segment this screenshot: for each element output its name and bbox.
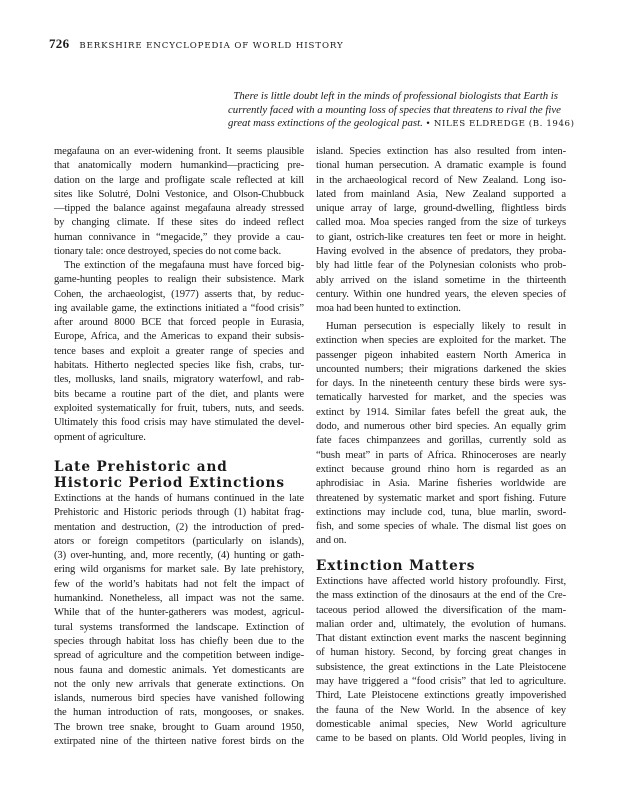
text-line: bits became a routine part of the diet, and plants were xyxy=(54,388,304,400)
text-line: ing available game, the extinctions initiated a “food crisis” xyxy=(54,302,304,314)
text-line: tional human persecution. A dramatic example is found xyxy=(316,160,566,172)
text-line: Human persecution is especially likely to result in xyxy=(326,321,566,332)
text-line: ably arrived on the island sometime in the thirteenth xyxy=(316,274,566,286)
text-line: (3) over-hunting, and, more recently, (4) hunting or gath- xyxy=(54,550,304,562)
text-line: after around 8000 BCE that forced people in Eurasia, xyxy=(54,317,304,329)
text-line: fish, and some species of whale. The dismal list goes on xyxy=(316,521,566,533)
text-line: unique array of large, ground-dwelling, flightless birds xyxy=(316,203,566,215)
epigraph-line-last xyxy=(228,117,575,132)
heading-line: Late Prehistoric and xyxy=(54,459,228,475)
text-line: to giant, ostrich-like creatures ten feet or more in height. xyxy=(316,231,566,243)
text-line: The extinction of the megafauna must have forced big- xyxy=(64,260,304,271)
text-line: Extinctions have affected world history profoundly. First, xyxy=(316,576,566,587)
text-line: game-hunting peoples to realign their subsistence. Mark xyxy=(54,274,304,286)
epigraph-line: There is little doubt left in the minds of professional biologists that Earth is xyxy=(233,90,558,102)
text-line: nous fauna and domestic animals. Yet domesticants are xyxy=(54,664,304,676)
text-line: the human introduction of rats, mongooses, or snakes. xyxy=(54,707,304,719)
text-line: “bush meat” in parts of Africa. Rhinoceroses are nearly xyxy=(316,449,566,461)
text-line: species through habitat loss has chiefly been due to the xyxy=(54,635,304,647)
text-line: sites like Solutré, Dolni Vestonice, and Olson-Chubbuck xyxy=(54,188,304,200)
text-line: taceous period allowed the diversification of the mam- xyxy=(316,604,566,616)
text-line: threatened by systematic market and sport fishing. Future xyxy=(316,492,566,504)
text-line: opment of agriculture. xyxy=(54,431,146,443)
epigraph-quote xyxy=(228,90,575,132)
text-line: century. Within one hundred years, the eleven species of xyxy=(316,288,566,300)
text-line: spread of agriculture and the competition between indige- xyxy=(54,650,304,662)
text-line: malian order and, ultimately, the evolution of humans. xyxy=(316,618,566,630)
text-line: humankind. Nonetheless, all impact was not the same. xyxy=(54,593,304,605)
page-number: 726 xyxy=(49,36,70,51)
text-line: of human history. Second, by forcing great changes in xyxy=(316,647,566,659)
bullet-separator: • xyxy=(425,119,432,130)
text-line: dodo, and numerous other bird species. An equally grim xyxy=(316,421,566,433)
text-line: extinct by 1914. Similar fates befell the great auk, the xyxy=(316,406,566,418)
text-line: Cohen, the archaeologist, (1977) asserts that, by reduc- xyxy=(54,288,304,300)
text-line: ering wild organisms for market sale. By late prehistory, xyxy=(54,564,304,576)
text-line: lated from mainland Asia, New Zealand supported a xyxy=(316,188,566,200)
text-line: The brown tree snake, brought to Guam around 1950, xyxy=(54,721,304,733)
text-line: the mass extinction of the dinosaurs at the end of the Cre- xyxy=(316,590,566,602)
text-line: extinctions may include cod, tuna, blue marlin, sword- xyxy=(316,506,566,518)
heading-line: Historic Period Extinctions xyxy=(54,474,285,491)
body-paragraph xyxy=(316,320,566,549)
text-line: the fauna of the New World. In the absence of key xyxy=(316,704,566,716)
heading-line: Extinction Matters xyxy=(316,558,476,574)
text-line: dation on the large and profligate scale reflected at kill xyxy=(54,174,304,186)
text-line: aphrodisiac in Asia. Marine fisheries worldwide are xyxy=(316,478,566,490)
body-paragraph xyxy=(316,145,566,317)
text-line: Having evolved in the absence of predators, they proba- xyxy=(316,246,566,258)
text-line: extinction when species are exploited for the market. The xyxy=(316,335,566,347)
text-line: Ultimately this food crisis may have stimulated the devel- xyxy=(54,417,304,429)
text-line: and on. xyxy=(316,535,347,547)
text-line: fate faces chimpanzees and gorillas, currently sold as xyxy=(316,435,566,447)
text-line: Third, Late Pleistocene extinctions greatly impoverished xyxy=(316,690,566,702)
running-head xyxy=(49,35,344,53)
text-line: uncounted numbers; their migrations darkened the skies xyxy=(316,363,566,375)
text-line: tematically harvested for market, and the species was xyxy=(316,392,566,404)
text-line: in the archaeological record of New Zealand. Long iso- xyxy=(316,174,566,186)
text-line: bly had little fear of the Polynesian colonists who prob- xyxy=(316,260,566,272)
text-line: tural systems transformed the landscape. Extinction of xyxy=(54,621,304,633)
text-line: exploited systematically for fruit, tubers, nuts, and seeds. xyxy=(54,402,304,414)
text-line: passenger pigeon inhabited eastern North America in xyxy=(316,349,566,361)
text-line: by changing climate. If these sites do indeed reflect xyxy=(54,217,304,229)
text-line: megafauna on an ever-widening front. It seems plausible xyxy=(54,146,304,157)
text-line: While that of the hunter-gatherers was modest, agricul- xyxy=(54,607,304,619)
text-line: —tipped the balance against megafauna already stressed xyxy=(54,203,304,215)
text-line: extinct because ground rhino horn is regarded as an xyxy=(316,463,566,475)
text-line: ators or foreign competitors (particularly on islands), xyxy=(54,535,304,547)
text-line: island. Species extinction has also resulted from inten- xyxy=(316,146,566,157)
section-heading-late-prehistoric xyxy=(54,460,304,491)
text-line: not the only new arrivals that generate extinctions. On xyxy=(54,678,304,690)
text-line: tionary tale: once destroyed, species do not come back. xyxy=(54,246,281,258)
text-line: islands, numerous bird species have vanished following xyxy=(54,693,304,705)
text-line: came to be based on plants. Old World peoples, living in xyxy=(316,733,566,745)
book-title: BERKSHIRE ENCYCLOPEDIA OF WORLD HISTORY xyxy=(79,41,344,51)
section-heading-extinction-matters xyxy=(316,559,566,575)
text-line: habitats. Hitherto neglected species like fish, crabs, tur- xyxy=(54,360,304,372)
text-line: for days. In the nineteenth century these birds were sys- xyxy=(316,378,566,390)
epigraph-attribution: NILES ELDREDGE (B. 1946) xyxy=(433,119,575,130)
text-line: mentation and destruction, (2) the introduction of pred- xyxy=(54,521,304,533)
text-line: tles, mollusks, land snails, migratory waterfowl, and rab- xyxy=(54,374,304,386)
text-line: may have triggered a “food crisis” that led to agriculture. xyxy=(316,676,566,688)
body-paragraph xyxy=(54,492,304,749)
body-paragraph xyxy=(54,259,304,445)
text-line: extirpated nine of the thirteen native forest birds on the xyxy=(54,736,304,748)
body-paragraph xyxy=(54,145,304,259)
text-line: moa had been hunted to extinction. xyxy=(316,303,461,315)
text-line: Extinctions at the hands of humans continued in the late xyxy=(54,493,304,504)
body-paragraph xyxy=(316,575,566,747)
text-line: tence bases and exploit a greater range of species and xyxy=(54,345,304,357)
text-line: That distant extinction event marks the nascent beginning xyxy=(316,633,566,645)
text-line: Prehistoric and Historic periods through (1) habitat frag- xyxy=(54,507,304,519)
text-line: domesticable animal species, New World agriculture xyxy=(316,718,566,730)
text-line: Europe, Africa, and the Americas to expand their subsis- xyxy=(54,331,304,343)
text-line: called moa. Moa species ranged from the size of turkeys xyxy=(316,217,566,229)
text-line: that anatomically modern humankind—practicing pre- xyxy=(54,160,304,172)
text-line: subsistence, the great extinctions in the Late Pleistocene xyxy=(316,661,566,673)
epigraph-line: currently faced with a mounting loss of species that threatens to rival the five xyxy=(228,103,561,116)
epigraph-text: great mass extinctions of the geological past. xyxy=(228,117,423,130)
text-line: few of the world’s habitats had not felt the impact of xyxy=(54,578,304,590)
text-line: human connivance in “megacide,” they provide a cau- xyxy=(54,231,304,243)
